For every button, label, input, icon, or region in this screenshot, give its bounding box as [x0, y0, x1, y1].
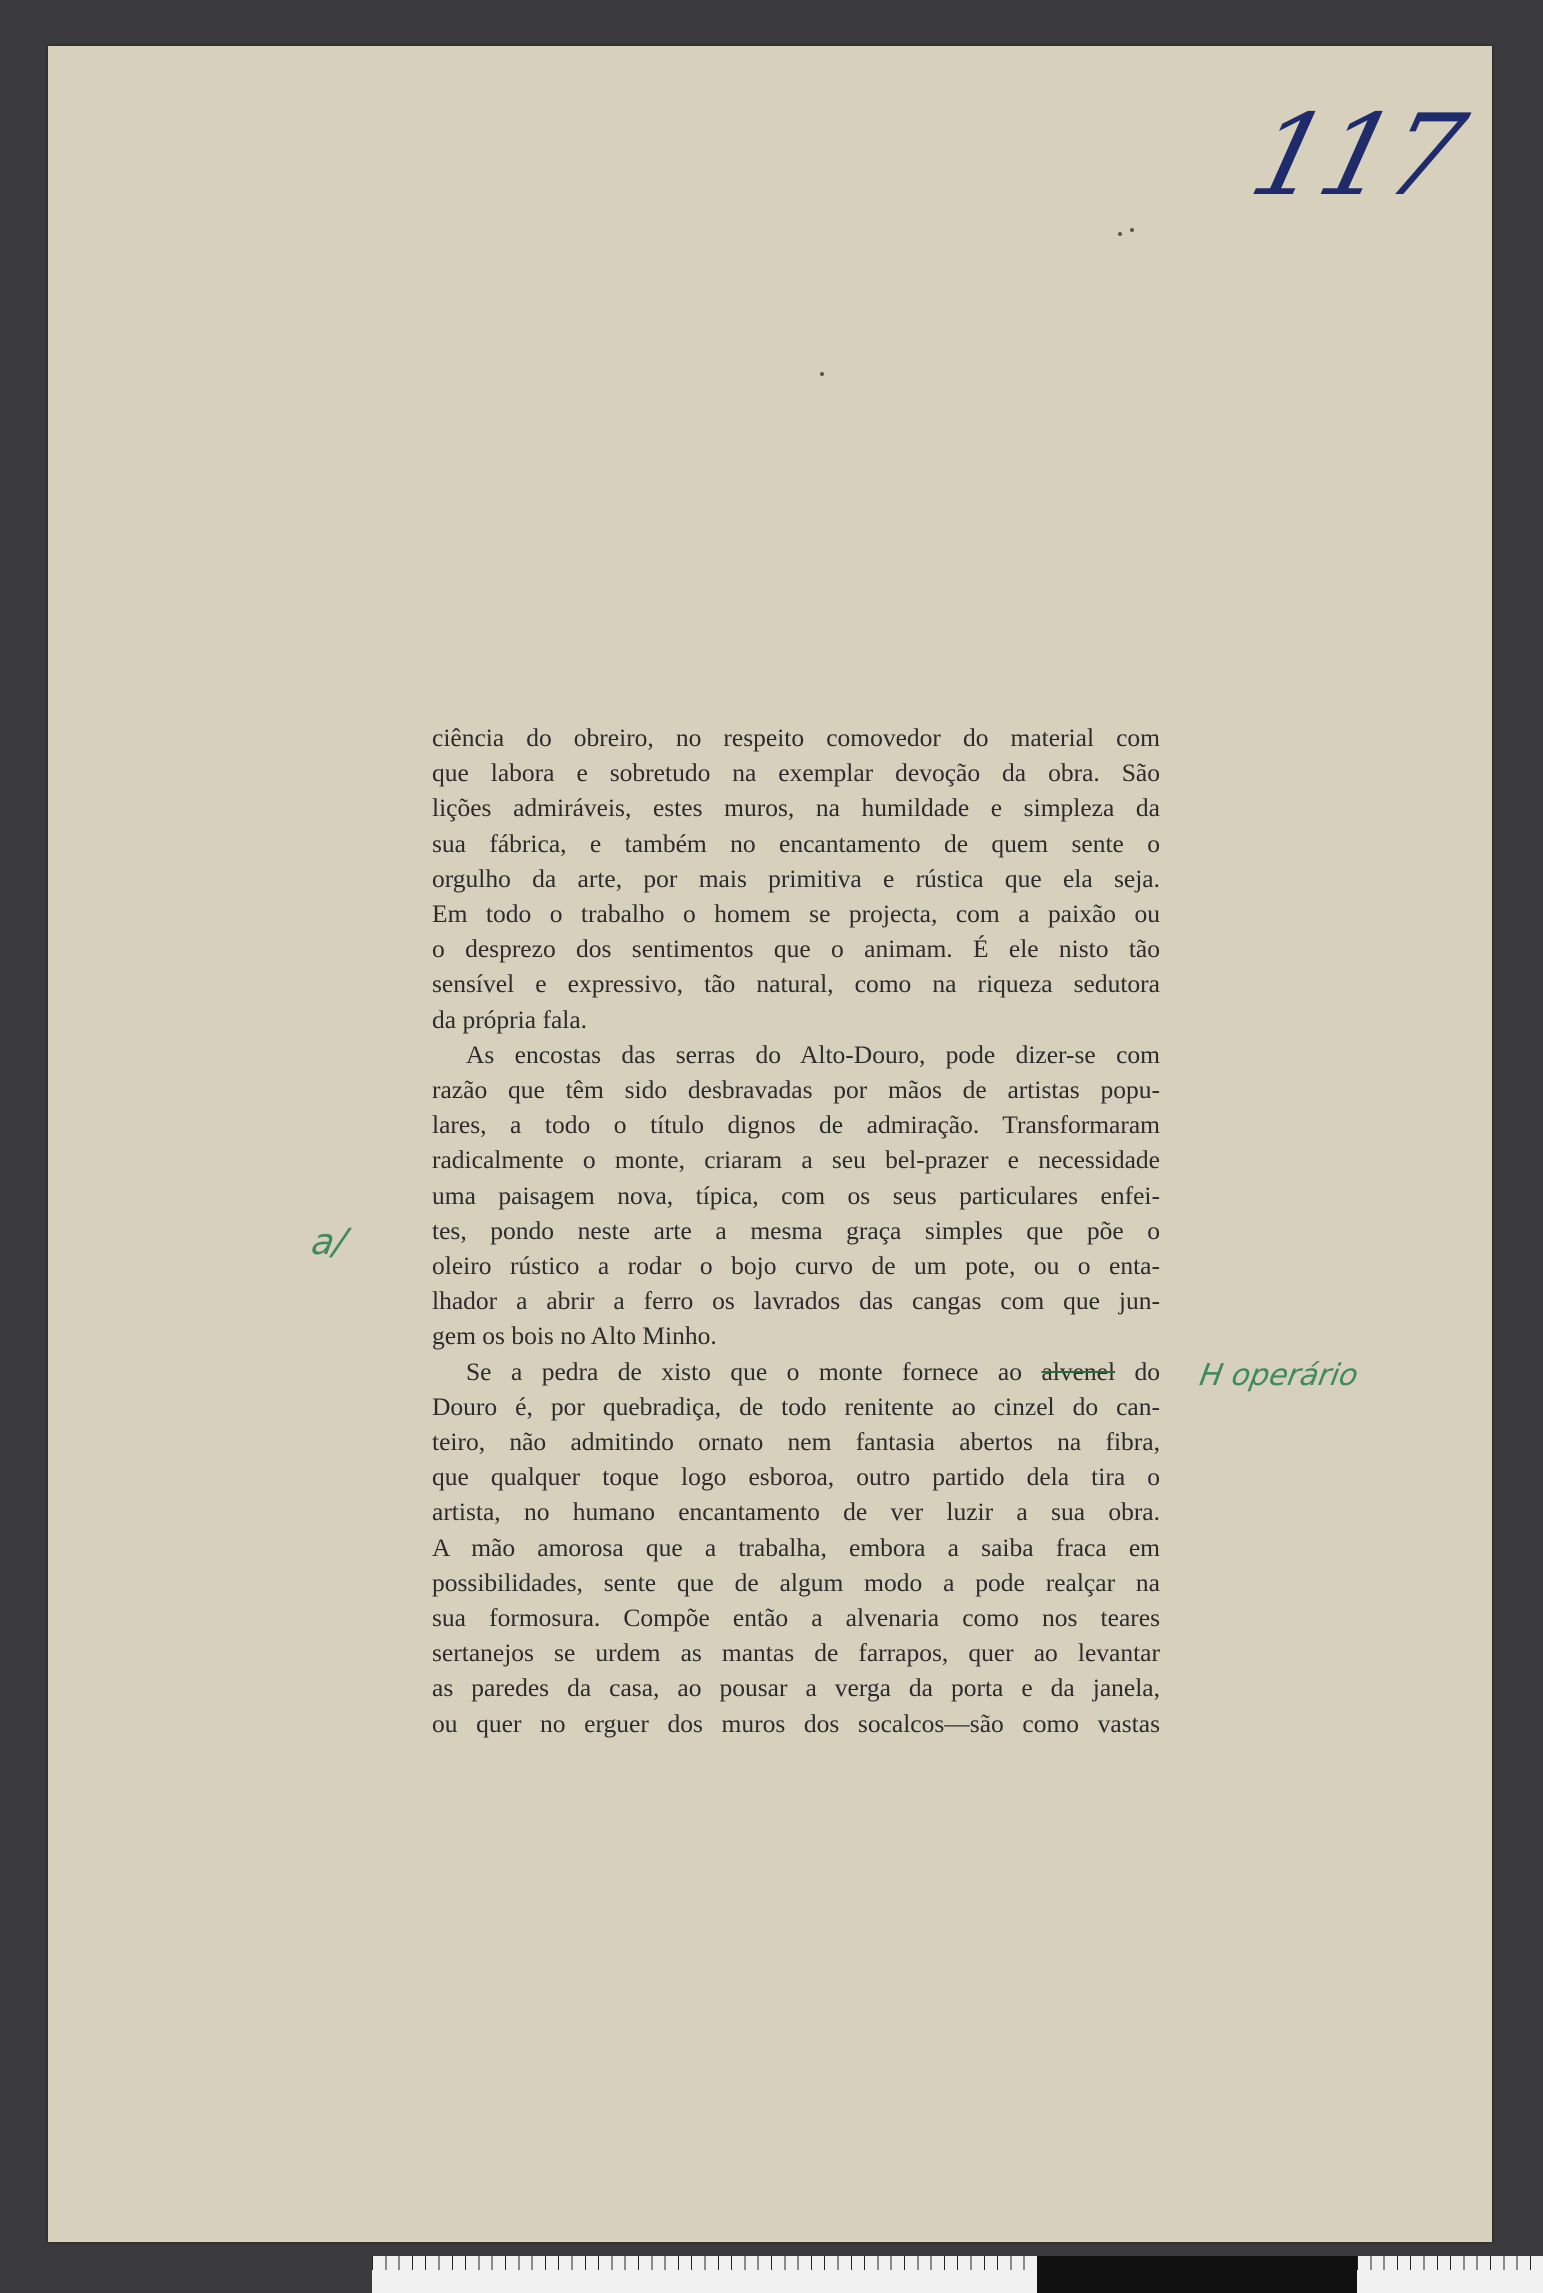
text-line: tes, pondo neste arte a mesma graça simples que põe o: [432, 1215, 1160, 1245]
text-line: sertanejos se urdem as mantas de farrapos, quer ao levantar: [432, 1638, 1160, 1668]
text-line: sua fábrica, e também no encantamento de quem sente o: [432, 828, 1160, 858]
text-line: uma paisagem nova, típica, com os seus particulares enfei-: [432, 1180, 1160, 1210]
text-line: A mão amorosa que a trabalha, embora a saiba fraca em: [432, 1532, 1160, 1562]
text-line: sua formosura. Compõe então a alvenaria como nos teares: [432, 1603, 1160, 1633]
paper-speck: [820, 372, 824, 376]
text-line: Em todo o trabalho o homem se projecta, com a paixão ou: [432, 899, 1160, 929]
text-line: ciência do obreiro, no respeito comovedor do material com: [432, 723, 1160, 752]
text-line: lições admiráveis, estes muros, na humildade e simpleza da: [432, 793, 1160, 823]
text-line: lares, a todo o título dignos de admiração. Transformaram: [432, 1110, 1160, 1140]
text-line: gem os bois no Alto Minho.: [432, 1321, 717, 1351]
text-line: oleiro rústico a rodar o bojo curvo de um pote, ou o enta-: [432, 1251, 1160, 1281]
text-line: o desprezo dos sentimentos que o animam. É ele nisto tão: [432, 934, 1160, 964]
text-line: que qualquer toque logo esboroa, outro partido dela tira o: [432, 1462, 1160, 1492]
text-line: lhador a abrir a ferro os lavrados das cangas com que jun-: [432, 1286, 1160, 1316]
paper-speck: [1118, 232, 1122, 236]
scale-ruler-black: [1037, 2256, 1357, 2293]
text-line: ou quer no erguer dos muros dos socalcos—são como vastas: [432, 1708, 1160, 1738]
margin-note-right: H operário: [1196, 1358, 1361, 1393]
text-line: As encostas das serras do Alto-Douro, pode dizer-se com: [466, 1039, 1160, 1069]
margin-note-left: a/: [308, 1222, 350, 1263]
text-line: radicalmente o monte, criaram a seu bel-prazer e necessidade: [432, 1145, 1160, 1175]
text-line: orgulho da arte, por mais primitiva e rústica que ela seja.: [432, 863, 1160, 893]
scale-ruler: [372, 2256, 1037, 2293]
text-line: razão que têm sido desbravadas por mãos de artistas popu-: [432, 1075, 1160, 1105]
text-line: teiro, não admitindo ornato nem fantasia abertos na fibra,: [432, 1427, 1160, 1457]
text-line: possibilidades, sente que de algum modo a pode realçar na: [432, 1567, 1160, 1597]
text-line: as paredes da casa, ao pousar a verga da porta e da janela,: [432, 1673, 1160, 1703]
struck-word: alvenel: [1041, 1356, 1116, 1386]
text-line: artista, no humano encantamento de ver luzir a sua obra.: [432, 1497, 1160, 1527]
body-text: [432, 720, 1160, 1741]
text-line: Douro é, por quebradiça, de todo renitente ao cinzel do can-: [432, 1391, 1160, 1421]
handwritten-page-number: 117: [1238, 91, 1473, 221]
text-line: da própria fala.: [432, 1004, 588, 1034]
text-line: que labora e sobretudo na exemplar devoção da obra. São: [432, 758, 1160, 788]
text-line: Se a pedra de xisto que o monte fornece ao alvenel do: [466, 1356, 1161, 1386]
paper-speck: [1130, 228, 1134, 232]
text-line: sensível e expressivo, tão natural, como na riqueza sedutora: [432, 969, 1160, 999]
scale-ruler: [1357, 2256, 1543, 2293]
